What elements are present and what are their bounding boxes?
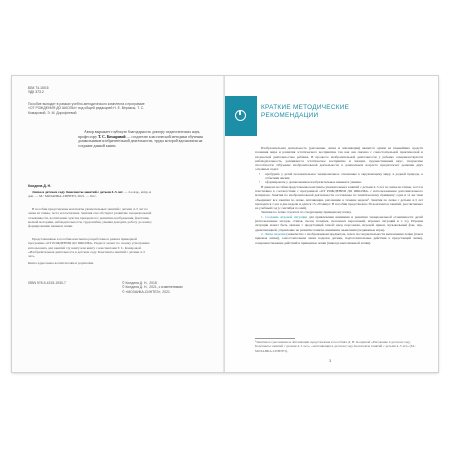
udk-code: УДК 373.2 [28, 90, 44, 95]
task-bullet-1: • пробудить у детей положительное эмоциональное отношение к окружающему миру, к родной природе, к событиям жизни; [255, 172, 423, 181]
classification-codes [28, 86, 88, 95]
body-text [255, 146, 423, 245]
left-page [12, 76, 224, 372]
author-name: Колдина Д. Н. [28, 184, 52, 188]
plan-item-1 [255, 215, 423, 232]
footnote: ¹Занятия по рисованию и аппликации представлены в пособиях Д. Н. Колдиной «Рисование в детском саду. Конспекты занятий с детьми 4–5 лет», «Аппликация в детском саду. Конспекты занятий с детьми 4–5 лет» (М.: МОЗАИКА-СИНТЕЗ). [255, 340, 416, 353]
body-paragraph-1: Изобразительная деятельность (рисование, лепка и аппликация) является одним из важнейших средств познания мира и развития эстетического восприятия, так как она связана с самостоятельной практической и творческой деятельностью ребенка. В процессе изобразительной деятельности у ребенка совершенствуются наблюдательность, развиваются эстетическое восприятие и эмоции, художественный вкус, творческие способности. Обучение изобразительной деятельности в дошкольном возрасте предполагает решение двух основных задач: [255, 146, 423, 172]
abstract-paragraph-1: В пособии представлены конспекты увлекательных занятий с детьми 4–5 лет по лепке из глины, теста и пластилина. Занятия способствуют развитию эмоциональной отзывчивости, воспитанию чувства прекрасного; развитию воображения, фантазии, мелкой моторики, наблюдательности, трудолюбия, умения доводить работу до конца; формированию навыков лепки. [28, 207, 152, 229]
task-bullet-2: • сформировать у дошкольников изобразительные навыки и умения. [255, 180, 423, 184]
copyright-block [122, 281, 214, 294]
acknowledgement-text-start: Автор выражает глубокую благодарность доктору педагогических наук, профессору [78, 130, 201, 139]
acknowledgement-name: Т. С. Комаровой [98, 134, 126, 139]
plan-item-2-lead: 2. Лепка изделия [261, 231, 286, 236]
section-title-line-1: КРАТКИЕ МЕТОДИЧЕСКИЕ [261, 104, 350, 111]
copyright-line-2: © Колдина Д. Н., 2021, с изменениями [122, 285, 183, 290]
section-title-line-2: РЕКОМЕНДАЦИИ [261, 111, 319, 119]
audience-note: Книга адресована воспитателям и родителям. [28, 261, 94, 265]
publication-details: — 2-е изд., испр. и доп. — М.: МОЗАИКА-СИНТЕЗ, 2021. — 64 с. [28, 190, 152, 199]
bbk-code: ББК 74.100.5 [28, 86, 49, 90]
right-page [225, 76, 438, 372]
acknowledgement-text-end: — создателю классической методики обучения дошкольников изобразительной деятельности, труды которой вдохновили на создание данной книги. [78, 134, 203, 148]
plan-item-1-text: для привлечения внимания и развития эмоциональной отзывчивости детей (использование загадок, стихов, песен, потешек, сказочных персонажей, игровых ситуаций и т. п.). Игровая ситуация может быть связана с предстоящей темой: ввод персонажа, игровой прием, музыкальный фон, пер-драматизацией, управление на развитие памяти, внимания, мышления (подвижные игры). [255, 214, 423, 232]
plan-item-2-text: (знакомство с изображаемым предметом, показ последовательности выполнения лепки (показ приемов лепки), самостоятельная лепка поделок детьми, подготовительные действия к предстоящей лепке), совершенствование действий и принципов лепки (никогда выполняемой лепки). [255, 231, 424, 245]
copyright-line-3: © «МОЗАИКА-СИНТЕЗ», 2021 [122, 289, 170, 294]
body-paragraph-3: Занятия по лепке строятся по следующему примерному плану. [261, 210, 352, 215]
footnote-divider [255, 338, 295, 339]
power-icon [235, 110, 246, 121]
bibliographic-entry [28, 190, 152, 199]
book-title: Лепка в детском саду. Конспекты занятий с детьми 4–5 лет. [32, 190, 124, 194]
abstract-paragraph-2: Представленные в пособии конспекты разработаны в рамках примерной программы «ОТ РОЖДЕНИЯ ДО ШКОЛЫ». Педагог может по своему усмотрению использовать для занятий эту книгу или книгу с конспектами Т. С. Комаровой «Изобразительная деятельность в детском саду. Конспекты занятий с детьми 4–5 лет». [28, 237, 150, 259]
copyright-line-1: © Колдина Д. Н., 2018 [122, 281, 157, 285]
section-header-bar [225, 96, 257, 136]
book-spread [12, 76, 438, 372]
plan-item-2 [255, 232, 423, 245]
isbn: ISBN 978-5-4315-1930-7 [28, 281, 66, 285]
acknowledgement [78, 130, 204, 148]
section-title [261, 104, 421, 119]
plan-item-1-lead: 1. Создание игровой ситуации [261, 214, 308, 219]
series-note: Пособие выходит в рамках учебно-методического комплекта к программе «ОТ РОЖДЕНИЯ ДО ШКОЛЫ» под общей редакцией Н. Е. Вераксы, Т. С. Комаровой, Э. М. Дорофеевой. [28, 102, 145, 115]
page-number: 3 [329, 358, 332, 363]
body-paragraph-2: В данном пособии представлены конспекты увлекательных занятий с детьми 4–5 лет по лепке из глины, теста и пластилина в соответствии с программой «ОТ РОЖДЕНИЯ ДО ШКОЛЫ» с использованием дополнительного материала. Занятия по изобразительной деятельности составлены по тематическому принципу: одна и та же тема объединяет все занятия по лепке, аппликации, рисованию в течение недели¹. Занятия по лепке с детьми 4–5 лет проводятся 1 раз в две недели и длятся 15–20 минут. В пособии представлено 36 конспектов занятий, рассчитанных на учебный год (с сентября по май). [255, 184, 423, 211]
